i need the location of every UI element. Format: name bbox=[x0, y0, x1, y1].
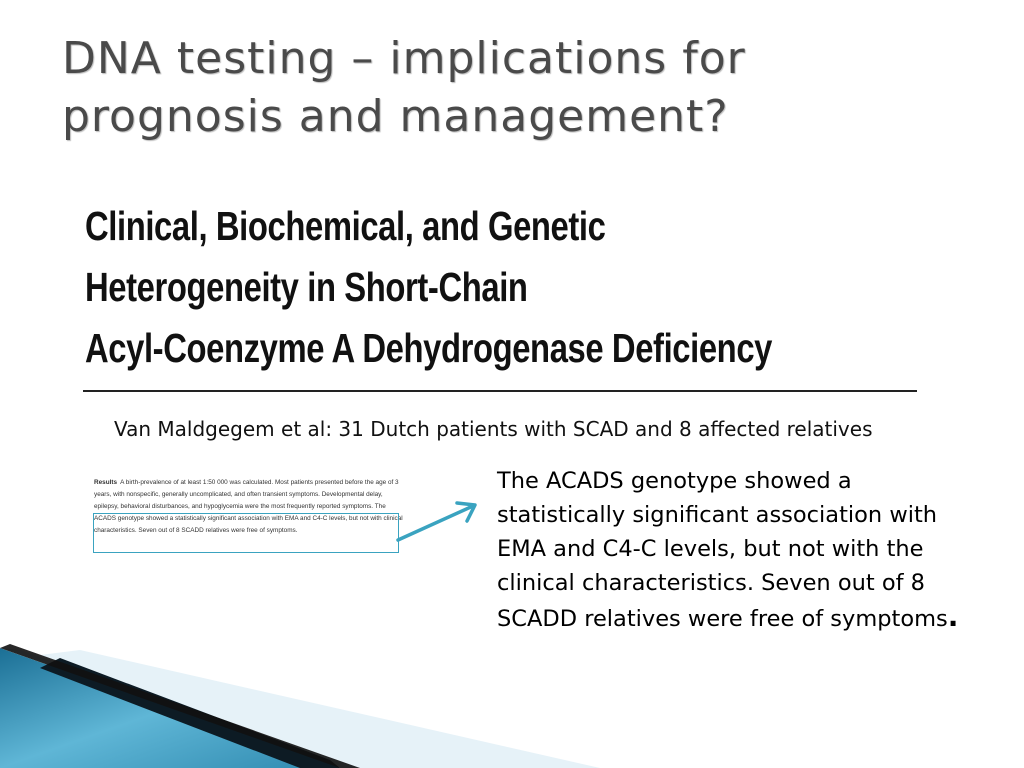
slide-decoration bbox=[0, 600, 1024, 768]
arrow-right-icon bbox=[395, 496, 485, 546]
results-text: A birth-prevalence of at least 1:50 000 was calculated. Most patients presented before the age of 3 years, with nonspecific, generally uncomplicated, and often transient symptoms. Developmental delay, epilepsy, behavioral disturbances, and hypoglycemia were the most frequently reported symptoms. The ACADS genotype showed a statistically significant association with EMA and C4-C levels, but not with clinical characteristics. Seven out of 8 SCADD relatives were free of symptoms. bbox=[94, 479, 403, 534]
article-title-image bbox=[85, 196, 773, 379]
article-title-line-3: Acyl-Coenzyme A Dehydrogenase Deficiency bbox=[85, 325, 773, 371]
article-title-line-2: Heterogeneity in Short-Chain bbox=[85, 264, 528, 310]
callout-body: The ACADS genotype showed a statistically significant association with EMA and C4-C levels, but not with the clinical characteristics. Seven out of 8 SCADD relatives were free of symptoms bbox=[497, 468, 948, 632]
callout-period: . bbox=[947, 600, 959, 633]
slide-title bbox=[62, 30, 962, 146]
results-highlight-box bbox=[93, 513, 399, 553]
article-title-line-1: Clinical, Biochemical, and Genetic bbox=[85, 203, 606, 249]
study-caption: Van Maldgegem et al: 31 Dutch patients with SCAD and 8 affected relatives bbox=[114, 417, 873, 441]
slide-title-line-1: DNA testing – implications for bbox=[62, 33, 746, 84]
slide-title-line-2: prognosis and management? bbox=[62, 91, 729, 142]
results-label: Results bbox=[94, 479, 118, 486]
divider-rule bbox=[83, 390, 917, 392]
